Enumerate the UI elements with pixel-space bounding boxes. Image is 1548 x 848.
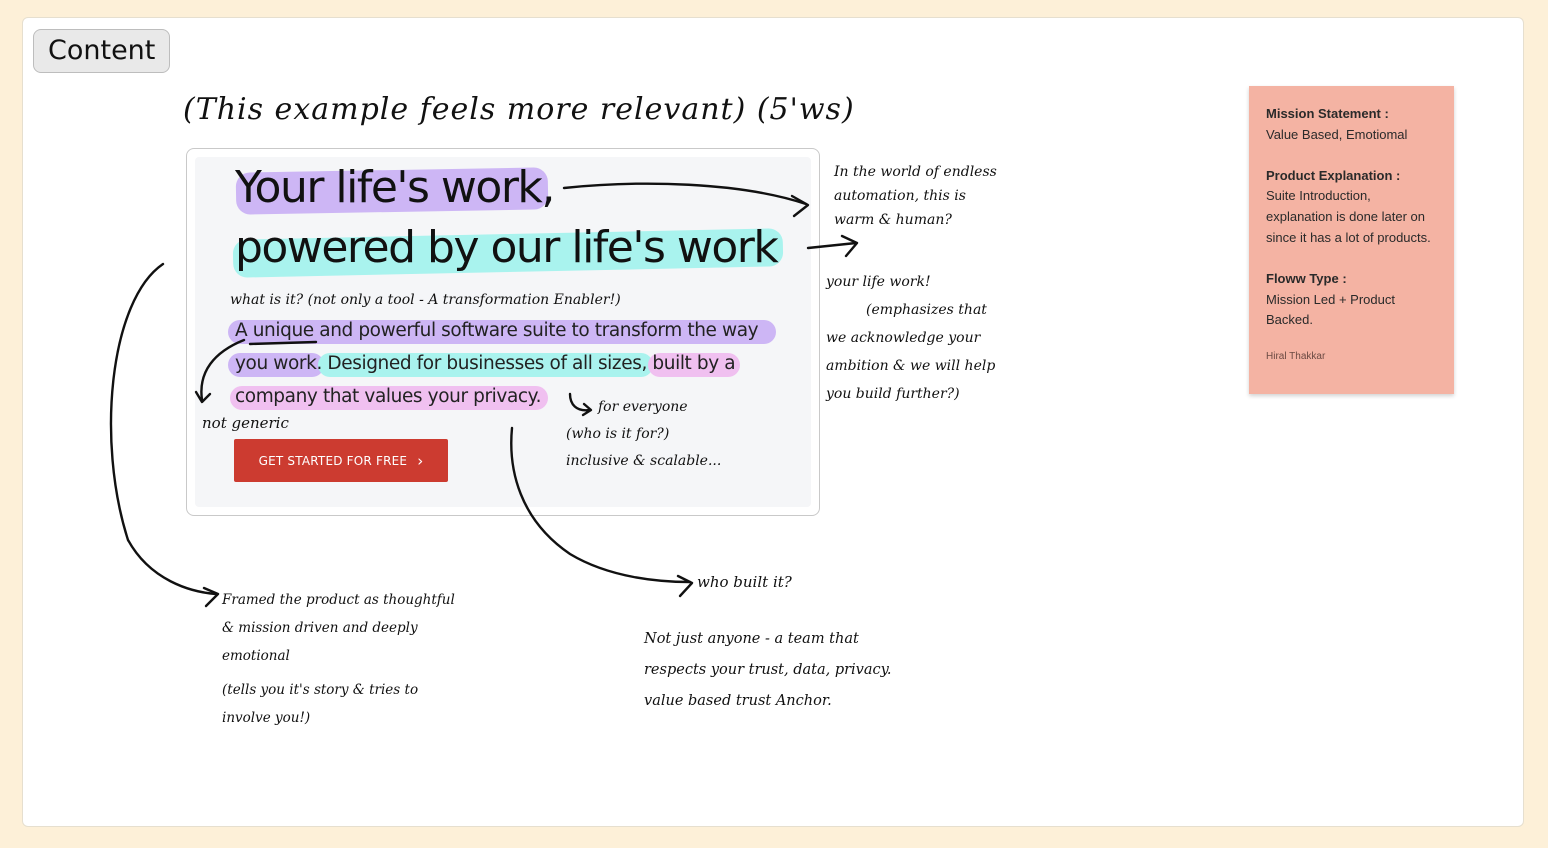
arrow-to-life-work-note xyxy=(808,243,856,248)
arrow-headline-to-world-note xyxy=(564,184,806,204)
product-label: Product Explanation : xyxy=(1266,167,1401,183)
world-note-line2: automation, this is xyxy=(834,188,966,204)
hero-body-line2: you work. Designed for businesses of all sizes, built by a xyxy=(235,353,736,374)
life-work-note-line5: you build further?) xyxy=(826,386,960,402)
life-work-note-line1: your life work! xyxy=(826,274,931,290)
arrow-head-2 xyxy=(842,236,857,256)
frame-label[interactable]: Content xyxy=(33,29,170,73)
world-note-line1: In the world of endless xyxy=(834,164,997,180)
flow-label: Floww Type : xyxy=(1266,270,1347,286)
flow-value: Mission Led + Product Backed. xyxy=(1266,291,1395,328)
arrow-head-4 xyxy=(204,588,218,606)
get-started-label: GET STARTED FOR FREE xyxy=(258,453,408,468)
arrow-head-1 xyxy=(792,196,808,216)
hero-body-line3: company that values your privacy. xyxy=(235,386,542,407)
mission-value: Value Based, Emotiomal xyxy=(1266,126,1408,142)
everyone-note-line1: for everyone xyxy=(598,399,688,415)
life-work-note-line2: (emphasizes that xyxy=(866,302,987,318)
team-note-line3: value based trust Anchor. xyxy=(644,693,832,709)
life-work-note-line4: ambition & we will help xyxy=(826,358,996,374)
framed-note-line2: & mission driven and deeply xyxy=(222,620,418,636)
header-handwritten-note: (This example feels more relevant) (5'ws) xyxy=(183,92,855,127)
everyone-note-line3: inclusive & scalable... xyxy=(566,453,722,469)
framed-note-line1: Framed the product as thoughtful xyxy=(222,592,455,608)
not-generic-note: not generic xyxy=(202,414,289,432)
framed-note-line3: emotional xyxy=(222,648,290,664)
framed-note-line5: involve you!) xyxy=(222,710,311,726)
chevron-right-icon: › xyxy=(417,451,424,470)
world-note-line3: warm & human? xyxy=(834,212,952,228)
arrow-unique-to-not-generic xyxy=(201,340,244,400)
framed-note-line4: (tells you it's story & tries to xyxy=(222,682,419,698)
mission-label: Mission Statement : xyxy=(1266,106,1389,121)
who-built-note: who built it? xyxy=(697,573,792,591)
underline-unique xyxy=(250,342,316,344)
curve-privacy-to-who-built xyxy=(511,428,690,582)
hero-body-line1: A unique and powerful software suite to transform the way xyxy=(235,320,759,341)
life-work-note-line3: we acknowledge your xyxy=(826,330,981,346)
curve-left-to-framed xyxy=(111,264,216,594)
product-value: Suite Introduction, explanation is done later on since it has a lot of products. xyxy=(1266,188,1431,245)
everyone-note-line2: (who is it for?) xyxy=(566,426,670,442)
team-note-line2: respects your trust, data, privacy. xyxy=(644,662,892,678)
hero-headline-line2: powered by our life's work xyxy=(235,222,778,273)
arrow-head-5 xyxy=(678,576,692,596)
what-is-it-note: what is it? (not only a tool - A transformation Enabler!) xyxy=(230,292,621,308)
sticky-author: Hiral Thakkar xyxy=(1266,351,1326,363)
hero-headline-line1: Your life's work, xyxy=(235,162,554,213)
arrow-head-3 xyxy=(196,392,210,402)
team-note-line1: Not just anyone - a team that xyxy=(644,631,859,647)
